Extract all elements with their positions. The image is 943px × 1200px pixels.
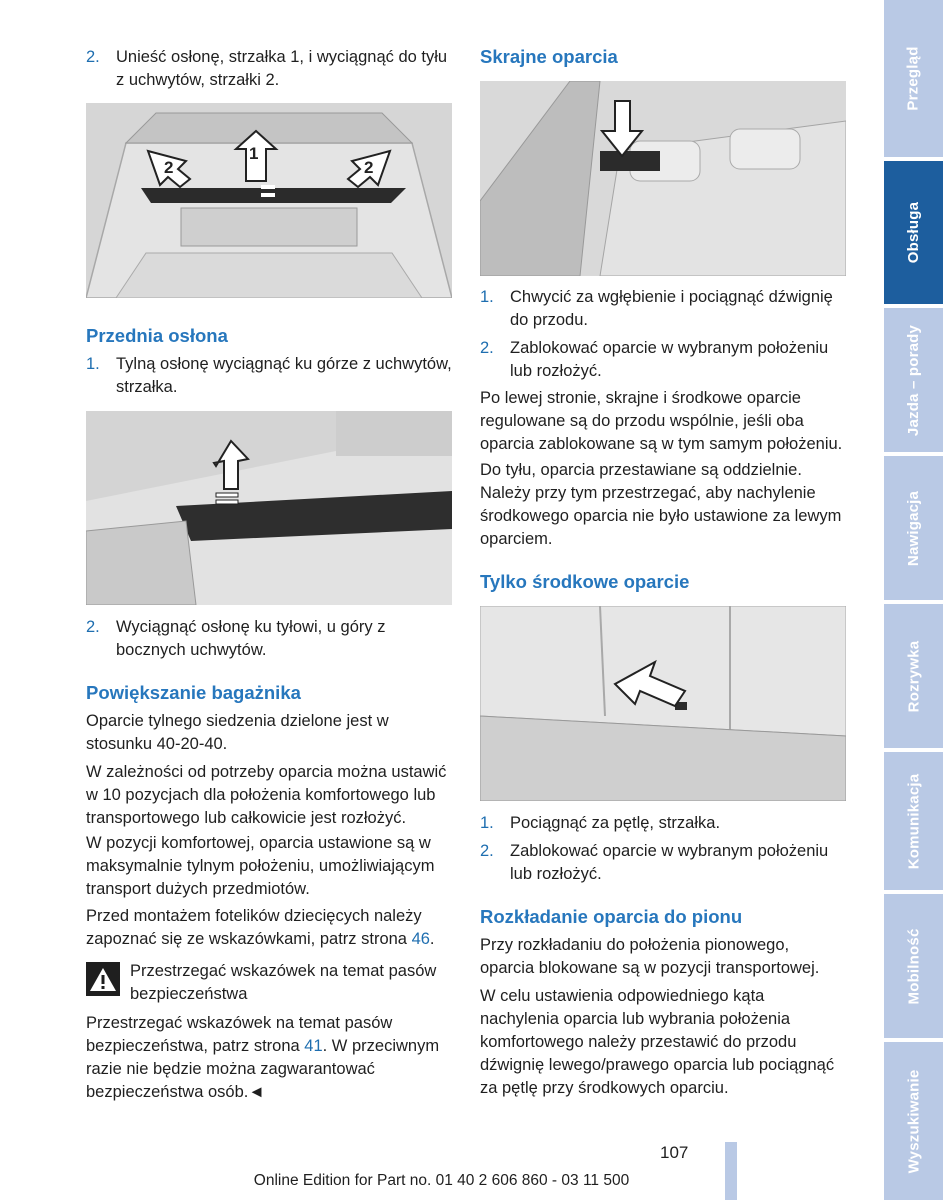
outer-backrest-photo <box>480 81 846 276</box>
warning-title: Przestrzegać wskazówek na temat pasów bezpieczeństwa <box>130 962 437 1003</box>
footer <box>0 1172 943 1190</box>
paragraph: W pozycji komfortowej, oparcia ustawione są w maksymalnie tylnym położeniu, umożliwiającym transport dużych przedmiotów. <box>86 834 435 898</box>
arrow-label-left: 2 <box>164 158 174 177</box>
step-number: 1. <box>86 355 100 373</box>
tab-label: Rozrywka <box>905 640 923 712</box>
section-heading: Powiększanie bagażnika <box>86 682 301 703</box>
arrow-label-right: 2 <box>364 158 374 177</box>
trunk-cover-photo <box>86 103 452 298</box>
paragraph-end: . W przeciwnym razie nie będzie można zagwarantować bezpieczeństwa osób.◄ <box>86 1037 440 1101</box>
tab-obsluga[interactable] <box>884 161 943 304</box>
step-item <box>86 46 452 92</box>
front-cover-photo <box>86 411 452 605</box>
paragraph: Oparcie tylnego siedzenia dzielone jest w stosunku 40-20-40. <box>86 712 389 753</box>
tab-rozrywka[interactable] <box>884 604 943 748</box>
middle-backrest-photo <box>480 606 846 801</box>
step-text: Pociągnąć za pętlę, strzałka. <box>510 814 721 832</box>
step-text: Zablokować oparcie w wybranym położeniu lub rozłożyć. <box>510 339 829 380</box>
tab-label: Komunikacja <box>905 773 922 869</box>
arrow-label-center: 1 <box>249 144 259 163</box>
step-text: Chwycić za wgłębienie i pociągnąć dźwignię do przodu. <box>510 288 833 329</box>
step-item <box>480 812 846 835</box>
step-number: 1. <box>480 288 494 306</box>
tab-przeglad[interactable] <box>884 0 943 157</box>
paragraph <box>86 1012 452 1104</box>
step-item <box>86 353 452 399</box>
paragraph: W celu ustawienia odpowiedniego kąta nachylenia oparcia lub wybrania położenia komfortowego należy przestawić do przodu dźwignię lewego/prawego oparcia lub pociągnąć za pętlę przy środkowych oparciu. <box>480 987 835 1097</box>
paragraph-text: Przestrzegać wskazówek na temat pasów bezpieczeństwa, patrz strona <box>86 1014 393 1055</box>
tab-mobilnosc[interactable] <box>884 894 943 1038</box>
step-number: 2. <box>480 339 494 357</box>
paragraph: Przy rozkładaniu do położenia pionowego, oparcia blokowane są w pozycji transportowej. <box>480 936 820 977</box>
step-text: Unieść osłonę, strzałka 1, i wyciągnąć do tyłu z uchwytów, strzałki 2. <box>116 48 448 89</box>
tab-label: Wyszukiwanie <box>905 1069 923 1173</box>
tab-label: Jazda – porady <box>905 324 922 436</box>
step-item <box>480 337 846 383</box>
paragraph: Do tyłu, oparcia przestawiane są oddzielnie. Należy przy tym przestrzegać, aby nachylenie środkowego oparcia nie było ustawione za lewym oparciem. <box>480 461 842 548</box>
paragraph: Po lewej stronie, skrajne i środkowe oparcie regulowane są do przodu wspólnie, jeśli oba oparcia zablokowane są w tym samym położeniu. <box>480 389 843 453</box>
tab-jazda-porady[interactable] <box>884 308 943 452</box>
page-link-46[interactable]: 46 <box>411 930 430 948</box>
tab-label: Przegląd <box>905 46 922 111</box>
paragraph-end: . <box>429 930 435 948</box>
tab-nawigacja[interactable] <box>884 456 943 600</box>
step-text: Tylną osłonę wyciągnąć ku górze z uchwytów, strzałka. <box>116 355 452 396</box>
paragraph-text: Przed montażem fotelików dziecięcych należy zapoznać się ze wskazówkami, patrz strona <box>86 907 422 948</box>
tab-label: Obsługa <box>905 201 923 264</box>
step-number: 1. <box>480 814 494 832</box>
page-marker-bar <box>725 1142 737 1200</box>
step-text: Zablokować oparcie w wybranym położeniu lub rozłożyć. <box>510 842 829 883</box>
step-item <box>86 616 452 662</box>
warning-icon <box>86 962 120 996</box>
tab-komunikacja[interactable] <box>884 752 943 890</box>
step-number: 2. <box>86 618 100 636</box>
paragraph: W zależności od potrzeby oparcia można ustawić w 10 pozycjach dla położenia komfortowego lub transportowego lub całkowicie jest rozłożyć. <box>86 763 447 827</box>
page-number: 107 <box>660 1143 689 1162</box>
chapter-sidebar <box>884 0 943 1200</box>
tab-label: Mobilność <box>905 928 922 1004</box>
tab-label: Nawigacja <box>905 490 923 566</box>
page-link-41[interactable]: 41 <box>304 1037 323 1055</box>
step-item <box>480 286 846 332</box>
section-heading: Rozkładanie oparcia do pionu <box>480 906 743 927</box>
step-text: Wyciągnąć osłonę ku tyłowi, u góry z bocznych uchwytów. <box>116 618 386 659</box>
step-number: 2. <box>480 842 494 860</box>
section-heading: Tylko środkowe oparcie <box>480 571 690 592</box>
paragraph <box>86 905 452 951</box>
step-item <box>480 840 846 886</box>
section-heading: Skrajne oparcia <box>480 46 618 67</box>
footer-text: Online Edition for Part no. 01 40 2 606 860 - 03 11 500 <box>253 1172 630 1189</box>
section-heading: Przednia osłona <box>86 325 228 346</box>
step-number: 2. <box>86 48 100 66</box>
